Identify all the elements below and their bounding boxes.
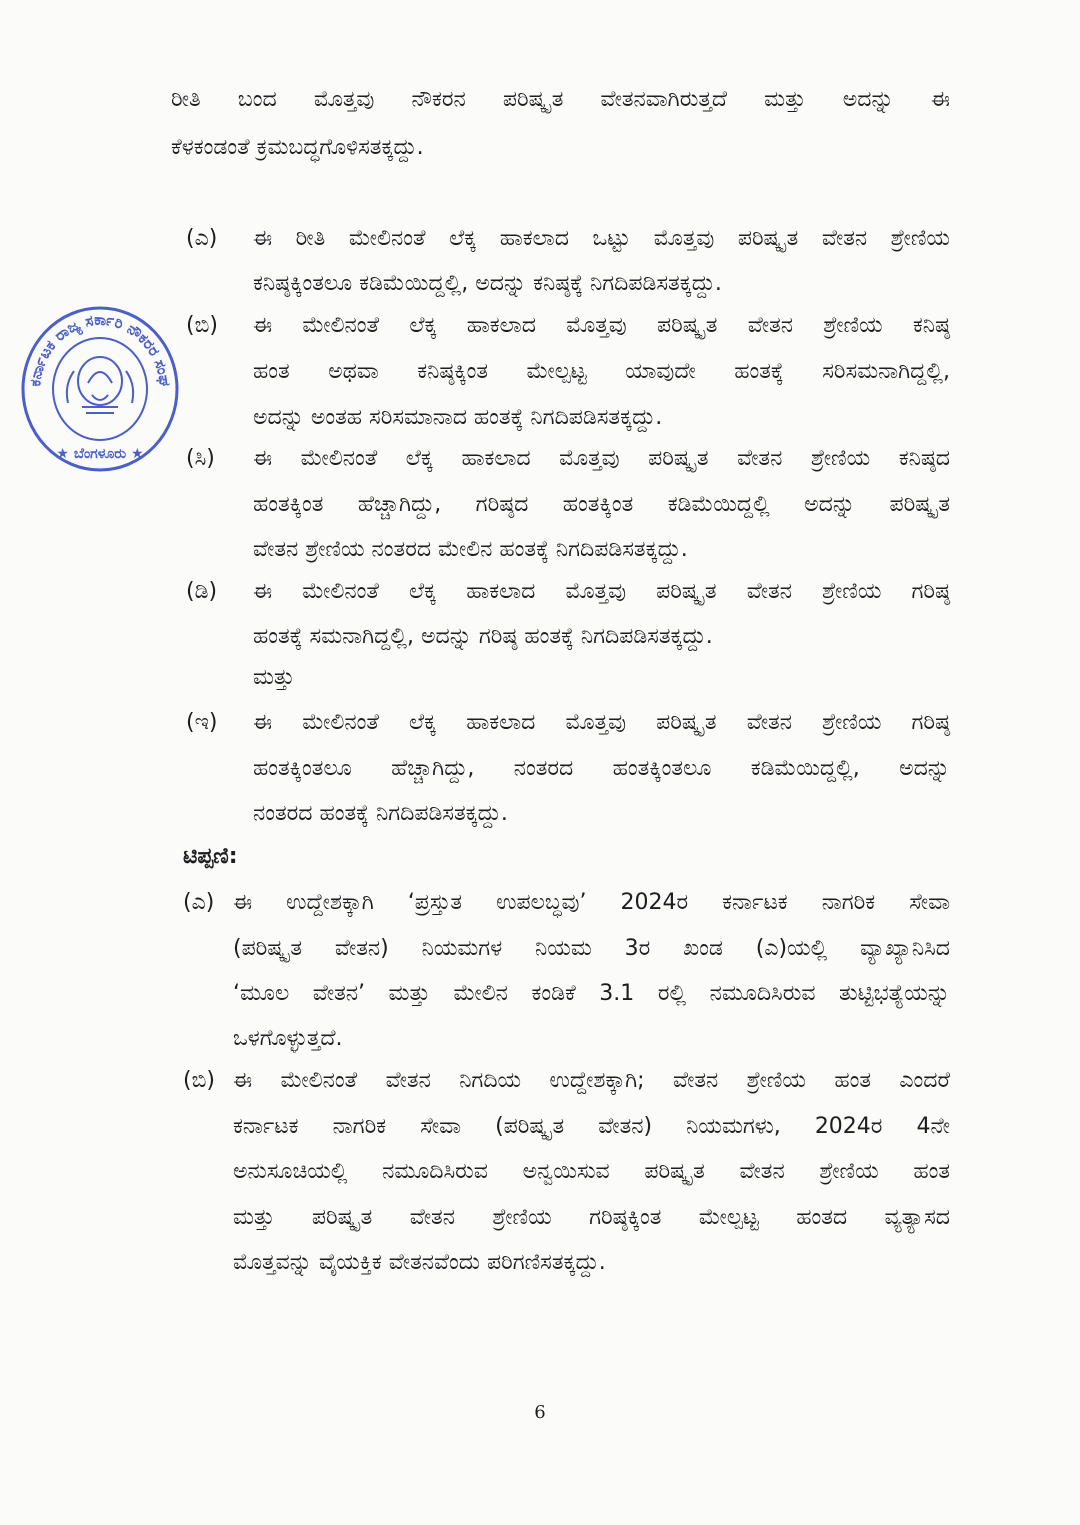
note-line: ಮತ್ತು ಪರಿಷ್ಕೃತ ವೇತನ ಶ್ರೇಣಿಯ ಗರಿಷ್ಠಕ್ಕಿಂತ ಮೇಲ್ಪಟ್ಟ ಹಂತದ ವ್ಯತ್ಯಾಸದ xyxy=(233,1205,950,1230)
clause-marker: (ಬಿ) xyxy=(186,313,218,338)
intro-line: ಕೆಳಕಂಡಂತೆ ಕ್ರಮಬದ್ಧಗೊಳಿಸತಕ್ಕದ್ದು. xyxy=(171,135,424,160)
note-marker: (ಎ) xyxy=(183,890,215,915)
note-marker: (ಬಿ) xyxy=(183,1068,215,1093)
clause-line: ಈ ಮೇಲಿನಂತೆ ಲೆಕ್ಕ ಹಾಕಲಾದ ಮೊತ್ತವು ಪರಿಷ್ಕೃತ ವೇತನ ಶ್ರೇಣಿಯ ಕನಿಷ್ಠದ xyxy=(253,446,950,471)
clause-marker: (ಡಿ) xyxy=(186,579,218,604)
clause-line: ಈ ಮೇಲಿನಂತೆ ಲೆಕ್ಕ ಹಾಕಲಾದ ಮೊತ್ತವು ಪರಿಷ್ಕೃತ ವೇತನ ಶ್ರೇಣಿಯ ಗರಿಷ್ಠ xyxy=(253,710,950,735)
clause-line: ಹಂತ ಅಥವಾ ಕನಿಷ್ಠಕ್ಕಿಂತ ಮೇಲ್ಪಟ್ಟ ಯಾವುದೇ ಹಂತಕ್ಕೆ ಸರಿಸಮನಾಗಿದ್ದಲ್ಲಿ, xyxy=(253,359,950,384)
clause-line: ಹಂತಕ್ಕೆ ಸಮನಾಗಿದ್ದಲ್ಲಿ, ಅದನ್ನು ಗರಿಷ್ಠ ಹಂತಕ್ಕೆ ನಿಗದಿಪಡಿಸತಕ್ಕದ್ದು. xyxy=(253,624,713,649)
note-line: ಮೊತ್ತವನ್ನು ವೈಯಕ್ತಿಕ ವೇತನವೆಂದು ಪರಿಗಣಿಸತಕ್ಕದ್ದು. xyxy=(233,1250,606,1275)
clause-line: ಹಂತಕ್ಕಿಂತಲೂ ಹೆಚ್ಚಾಗಿದ್ದು, ನಂತರದ ಹಂತಕ್ಕಿಂತಲೂ ಕಡಿಮೆಯಿದ್ದಲ್ಲಿ, ಅದನ್ನು xyxy=(253,756,950,781)
note-line: ಈ ಉದ್ದೇಶಕ್ಕಾಗಿ ‘ಪ್ರಸ್ತುತ ಉಪಲಬ್ಧವು’ 2024ರ ಕರ್ನಾಟಕ ನಾಗರಿಕ ಸೇವಾ xyxy=(233,890,950,915)
note-line: ‘ಮೂಲ ವೇತನ’ ಮತ್ತು ಮೇಲಿನ ಕಂಡಿಕೆ 3.1 ರಲ್ಲಿ ನಮೂದಿಸಿರುವ ತುಟ್ಟಿಭತ್ಯೆಯನ್ನು xyxy=(233,981,950,1006)
note-line: ಅನುಸೂಚಿಯಲ್ಲಿ ನಮೂದಿಸಿರುವ ಅನ್ವಯಿಸುವ ಪರಿಷ್ಕೃತ ವೇತನ ಶ್ರೇಣಿಯ ಹಂತ xyxy=(233,1159,950,1184)
clause-line: ವೇತನ ಶ್ರೇಣಿಯ ನಂತರದ ಮೇಲಿನ ಹಂತಕ್ಕೆ ನಿಗದಿಪಡಿಸತಕ್ಕದ್ದು. xyxy=(253,537,688,562)
page-number: 6 xyxy=(534,1402,546,1423)
clause-marker: (ಇ) xyxy=(186,710,218,735)
clause-line: ಹಂತಕ್ಕಿಂತ ಹೆಚ್ಚಾಗಿದ್ದು, ಗರಿಷ್ಠದ ಹಂತಕ್ಕಿಂತ ಕಡಿಮೆಯಿದ್ದಲ್ಲಿ ಅದನ್ನು ಪರಿಷ್ಕೃತ xyxy=(253,492,950,517)
clause-line: ಅದನ್ನು ಅಂತಹ ಸರಿಸಮಾನಾದ ಹಂತಕ್ಕೆ ನಿಗದಿಪಡಿಸತಕ್ಕದ್ದು. xyxy=(253,405,663,430)
clause-line: ನಂತರದ ಹಂತಕ್ಕೆ ನಿಗದಿಪಡಿಸತಕ್ಕದ್ದು. xyxy=(253,801,508,826)
note-line: ಈ ಮೇಲಿನಂತೆ ವೇತನ ನಿಗದಿಯ ಉದ್ದೇಶಕ್ಕಾಗಿ; ವೇತನ ಶ್ರೇಣಿಯ ಹಂತ ಎಂದರೆ xyxy=(233,1068,950,1093)
note-heading: ಟಿಪ್ಪಣಿ: xyxy=(183,844,238,869)
note-line: ಕರ್ನಾಟಕ ನಾಗರಿಕ ಸೇವಾ (ಪರಿಷ್ಕೃತ ವೇತನ) ನಿಯಮಗಳು, 2024ರ 4ನೇ xyxy=(233,1114,950,1139)
intro-line: ರೀತಿ ಬಂದ ಮೊತ್ತವು ನೌಕರನ ಪರಿಷ್ಕೃತ ವೇತನವಾಗಿರುತ್ತದೆ ಮತ್ತು ಅದನ್ನು ಈ xyxy=(171,87,950,112)
clause-line: ಈ ಮೇಲಿನಂತೆ ಲೆಕ್ಕ ಹಾಕಲಾದ ಮೊತ್ತವು ಪರಿಷ್ಕೃತ ವೇತನ ಶ್ರೇಣಿಯ ಗರಿಷ್ಠ xyxy=(253,579,950,604)
clause-marker: (ಸಿ) xyxy=(186,446,215,471)
clause-marker: (ಎ) xyxy=(186,226,218,251)
clause-line: ಈ ಮೇಲಿನಂತೆ ಲೆಕ್ಕ ಹಾಕಲಾದ ಮೊತ್ತವು ಪರಿಷ್ಕೃತ ವೇತನ ಶ್ರೇಣಿಯ ಕನಿಷ್ಠ xyxy=(253,313,950,338)
seal-ring-text: ಕರ್ನಾಟಕ ರಾಜ್ಯ ಸರ್ಕಾರಿ ನೌಕರರ ಸಂಘ xyxy=(26,310,174,388)
clause-line: ಈ ರೀತಿ ಮೇಲಿನಂತೆ ಲೆಕ್ಕ ಹಾಕಲಾದ ಒಟ್ಟು ಮೊತ್ತವು ಪರಿಷ್ಕೃತ ವೇತನ ಶ್ರೇಣಿಯ xyxy=(253,226,950,251)
association-seal xyxy=(20,303,180,473)
clause-line: ಕನಿಷ್ಠಕ್ಕಿಂತಲೂ ಕಡಿಮೆಯಿದ್ದಲ್ಲಿ, ಅದನ್ನು ಕನಿಷ್ಠಕ್ಕೆ ನಿಗದಿಪಡಿಸತಕ್ಕದ್ದು. xyxy=(253,271,722,296)
and-word: ಮತ್ತು xyxy=(253,665,295,690)
note-line: ಒಳಗೊಳ್ಳುತ್ತದೆ. xyxy=(233,1026,343,1051)
note-line: (ಪರಿಷ್ಕೃತ ವೇತನ) ನಿಯಮಗಳ ನಿಯಮ 3ರ ಖಂಡ (ಎ)ಯಲ್ಲಿ ವ್ಯಾಖ್ಯಾನಿಸಿದ xyxy=(233,936,950,961)
seal-city-text: ★ ಬೆಂಗಳೂರು ★ xyxy=(56,446,144,462)
